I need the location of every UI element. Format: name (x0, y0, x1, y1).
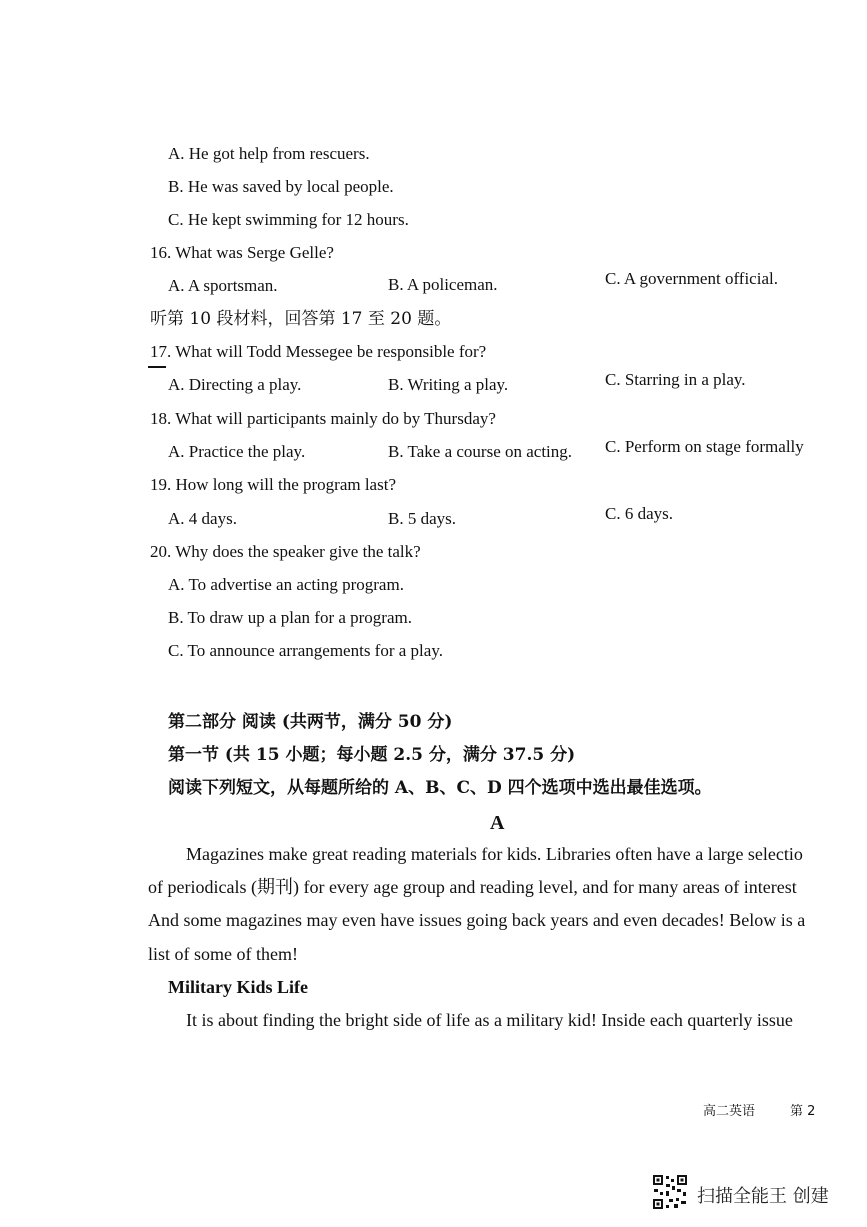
q17-option-b: B. Writing a play. (388, 375, 509, 394)
footer-subject: 高二英语 (703, 1104, 756, 1119)
paragraph-line-3: And some magazines may even have issues going back years and even decades! Below is a (148, 910, 806, 930)
sub-paragraph-line-1: It is about finding the bright side of life as a military kid! Inside each quarterly issue (186, 1010, 793, 1030)
section-one-title: 第一节 (共 15 小题；每小题 2.5 分，满分 37.5 分) (168, 745, 576, 765)
q16-option-b: B. A policeman. (388, 275, 498, 294)
part-two-title: 第二部分 阅读 (共两节，满分 50 分) (168, 712, 453, 732)
q16-option-a: A. A sportsman. (168, 276, 278, 295)
qr-code-icon (652, 1174, 688, 1210)
footer-page: 第 2 (790, 1104, 816, 1119)
q18-option-c: C. Perform on stage formally (605, 437, 804, 456)
q20-question: 20. Why does the speaker give the talk? (150, 542, 421, 561)
q19-option-a: A. 4 days. (168, 509, 237, 528)
q17-option-a: A. Directing a play. (168, 375, 302, 394)
q15-option-a: A. He got help from rescuers. (168, 144, 370, 163)
q19-question: 19. How long will the program last? (150, 475, 396, 494)
q19-option-b: B. 5 days. (388, 509, 456, 528)
q18-question: 18. What will participants mainly do by Thursday? (150, 409, 496, 428)
reading-instruction: 阅读下列短文，从每题所给的 A、B、C、D 四个选项中选出最佳选项。 (168, 778, 712, 798)
q16-option-c: C. A government official. (605, 269, 778, 288)
watermark-text: 扫描全能王 创建 (697, 1186, 829, 1207)
paragraph-line-1: Magazines make great reading materials for kids. Libraries often have a large selectio (186, 844, 803, 864)
q17-question: 17. What will Todd Messegee be responsible for? (150, 342, 487, 361)
passage-label: A (490, 812, 505, 834)
q19-option-c: C. 6 days. (605, 504, 673, 523)
subheading-military-kids-life: Military Kids Life (168, 977, 308, 997)
q16-question: 16. What was Serge Gelle? (150, 243, 334, 262)
paragraph-line-2: of periodicals (期刊) for every age group and reading level, and for many areas of interest (148, 877, 797, 897)
q15-option-b: B. He was saved by local people. (168, 177, 394, 196)
section-10-instruction: 听第 10 段材料，回答第 17 至 20 题。 (150, 309, 452, 329)
q18-option-b: B. Take a course on acting. (388, 442, 573, 461)
q20-option-b: B. To draw up a plan for a program. (168, 608, 412, 627)
paragraph-line-4: list of some of them! (148, 944, 298, 964)
q18-option-a: A. Practice the play. (168, 442, 306, 461)
q17-option-c: C. Starring in a play. (605, 370, 746, 389)
q20-option-a: A. To advertise an acting program. (168, 575, 404, 594)
q20-option-c: C. To announce arrangements for a play. (168, 641, 443, 660)
q15-option-c: C. He kept swimming for 12 hours. (168, 210, 409, 229)
answer-mark (148, 366, 166, 368)
